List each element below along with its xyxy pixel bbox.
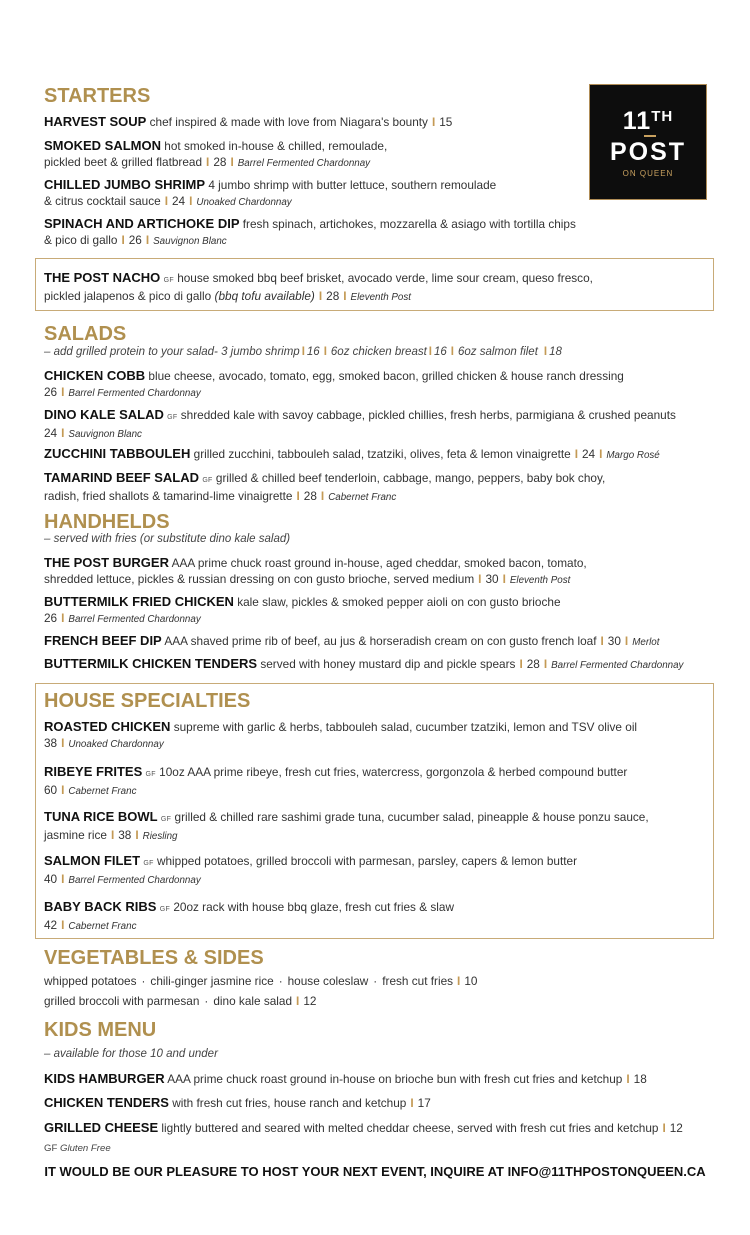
section-title-house-specialties: HOUSE SPECIALTIES	[44, 690, 251, 712]
menu-item-post-nacho: THE POST NACHO GF house smoked bbq beef brisket, avocado verde, lime sour cream, queso fresco, pickled jalapenos & pico di gallo (bbq tofu available) I 28 I Eleventh Post	[44, 270, 593, 303]
menu-item-ribeye-frites: RIBEYE FRITES GF 10oz AAA prime ribeye, fresh cut fries, watercress, gorgonzola & herbed compound butter 60 I Cabernet Franc	[44, 764, 628, 797]
logo-line3: ON QUEEN	[622, 169, 674, 178]
logo-line2: POST	[609, 138, 687, 166]
menu-item-kids-grilled-cheese: GRILLED CHEESE lightly buttered and seared with melted cheddar cheese, served with fresh cut fries and ketchup I 12	[44, 1120, 683, 1135]
menu-item-salmon-filet: SALMON FILET GF whipped potatoes, grilled broccoli with parmesan, parsley, capers & lemon butter 40 I Barrel Fermented Chardonnay	[44, 853, 578, 886]
menu-item-french-beef-dip: FRENCH BEEF DIP AAA shaved prime rib of beef, au jus & horseradish cream on con gusto french loaf I 30 I Merlot	[44, 633, 660, 648]
gluten-free-legend: GF Gluten Free	[44, 1143, 111, 1154]
menu-item-harvest-soup: HARVEST SOUP chef inspired & made with love from Niagara's bounty I 15	[44, 114, 453, 129]
restaurant-logo	[589, 84, 707, 200]
menu-item-baby-back-ribs: BABY BACK RIBS GF 20oz rack with house bbq glaze, fresh cut fries & slaw 42 I Cabernet Franc	[44, 899, 454, 932]
menu-item-kids-chicken-tenders: CHICKEN TENDERS with fresh cut fries, house ranch and ketchup I 17	[44, 1095, 431, 1110]
menu-item-chicken-cobb: CHICKEN COBB blue cheese, avocado, tomato, egg, smoked bacon, grilled chicken & house ranch dressing 26 I Barrel Fermented Chardonnay	[44, 368, 624, 399]
menu-item-dino-kale-salad: DINO KALE SALAD GF shredded kale with savoy cabbage, pickled chillies, fresh herbs, parmigiana & crushed peanuts 24 I Sauvignon Blanc	[44, 407, 676, 440]
salads-protein-note: – add grilled protein to your salad- 3 jumbo shrimp I 16 I 6oz chicken breast I 16 I 6oz salmon filet I 18	[44, 346, 562, 358]
menu-item-kids-hamburger: KIDS HAMBURGER AAA prime chuck roast ground in-house on brioche bun with fresh cut fries and ketchup I 18	[44, 1071, 647, 1086]
sides-row-2: grilled broccoli with parmesan · dino kale salad I 12	[44, 994, 317, 1008]
menu-item-post-burger: THE POST BURGER AAA prime chuck roast ground in-house, aged cheddar, smoked bacon, tomato, shredded lettuce, pickles & russian dressing on con gusto brioche, served medium I 30 I Eleventh Post	[44, 555, 587, 586]
menu-item-tamarind-beef-salad: TAMARIND BEEF SALAD GF grilled & chilled beef tenderloin, cabbage, mango, peppers, baby bok choy, radish, fried shallots & tamarind-lime vinaigrette I 28 I Cabernet Franc	[44, 470, 606, 503]
menu-item-tuna-rice-bowl: TUNA RICE BOWL GF grilled & chilled rare sashimi grade tuna, cucumber salad, pineapple & house ponzu sauce, jasmine rice I 38 I Riesling	[44, 809, 649, 842]
logo-line1: 11TH	[622, 107, 674, 135]
menu-item-chilled-jumbo-shrimp: CHILLED JUMBO SHRIMP 4 jumbo shrimp with butter lettuce, southern remoulade & citrus cocktail sauce I 24 I Unoaked Chardonnay	[44, 177, 497, 208]
section-title-sides: VEGETABLES & SIDES	[44, 947, 264, 969]
menu-item-buttermilk-chicken-tenders: BUTTERMILK CHICKEN TENDERS served with honey mustard dip and pickle spears I 28 I Barrel Fermented Chardonnay	[44, 656, 684, 671]
sides-row-1: whipped potatoes · chili-ginger jasmine rice · house coleslaw · fresh cut fries I 10	[44, 974, 478, 988]
menu-item-buttermilk-fried-chicken: BUTTERMILK FRIED CHICKEN kale slaw, pickles & smoked pepper aioli on con gusto brioche 26 I Barrel Fermented Chardonnay	[44, 594, 561, 625]
section-title-kids: KIDS MENU	[44, 1019, 157, 1041]
menu-item-roasted-chicken: ROASTED CHICKEN supreme with garlic & herbs, tabbouleh salad, cucumber tzatziki, lemon and TSV olive oil 38 I Unoaked Chardonnay	[44, 719, 638, 750]
events-footer: IT WOULD BE OUR PLEASURE TO HOST YOUR NEXT EVENT, INQUIRE AT INFO@11THPOSTONQUEEN.CA	[44, 1164, 706, 1179]
section-title-starters: STARTERS	[44, 85, 151, 107]
handhelds-note: – served with fries (or substitute dino kale salad)	[44, 533, 291, 545]
section-title-salads: SALADS	[44, 323, 127, 345]
section-title-handhelds: HANDHELDS	[44, 511, 170, 533]
menu-item-smoked-salmon: SMOKED SALMON hot smoked in-house & chilled, remoulade, pickled beet & grilled flatbread I 28 I Barrel Fermented Chardonnay	[44, 138, 388, 169]
menu-item-spinach-artichoke-dip: SPINACH AND ARTICHOKE DIP fresh spinach, artichokes, mozzarella & asiago with tortilla chips & pico di gallo I 26 I Sauvignon Blanc	[44, 216, 576, 247]
menu-item-zucchini-tabbouleh: ZUCCHINI TABBOULEH grilled zucchini, tabbouleh salad, tzatziki, olives, feta & lemon vinaigrette I 24 I Margo Rosé	[44, 446, 660, 461]
kids-note: – available for those 10 and under	[44, 1048, 218, 1060]
